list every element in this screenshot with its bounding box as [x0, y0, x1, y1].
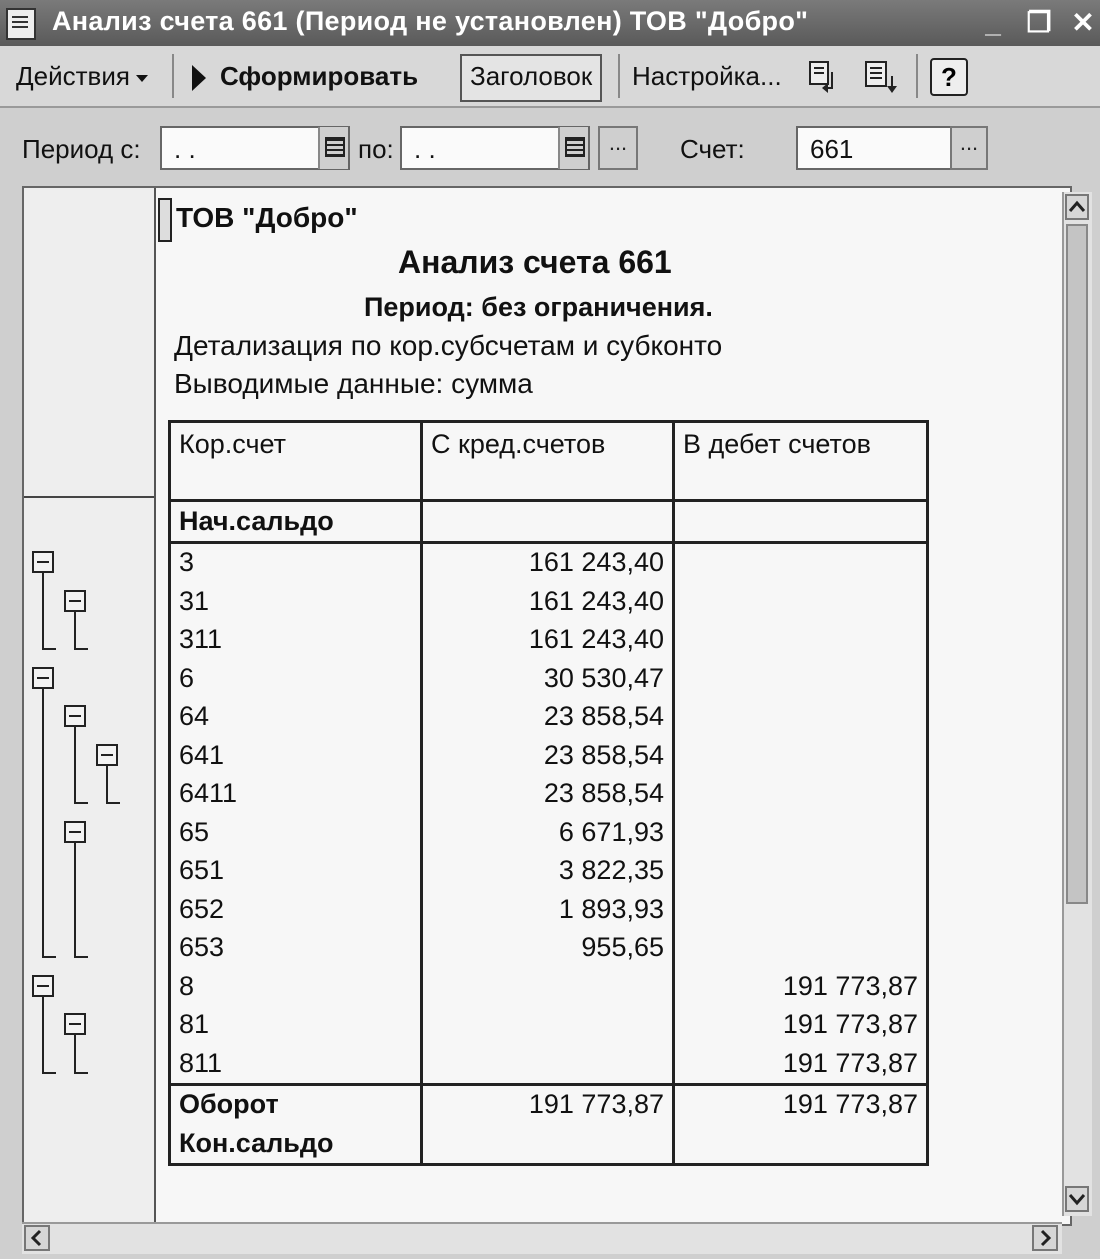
collapse-group-icon[interactable]	[64, 590, 86, 612]
table-row	[170, 890, 928, 929]
row-credit-cell	[422, 1044, 674, 1084]
toolbar-separator	[172, 54, 174, 98]
toolbar-separator	[916, 54, 918, 98]
table-row	[170, 775, 928, 814]
closing-balance-row	[170, 1124, 928, 1164]
generate-button[interactable]	[192, 54, 418, 98]
report-detail: Детализация по кор.субсчетам и субконто	[174, 330, 723, 361]
table-row	[170, 621, 928, 660]
calendar-icon[interactable]	[558, 127, 588, 169]
toolbar-separator	[618, 54, 620, 98]
row-debit-cell: 191 773,87	[674, 1006, 928, 1045]
row-account-cell: 6411	[170, 775, 422, 814]
scroll-down-button[interactable]	[1065, 1186, 1089, 1212]
opening-balance-label: Нач.сальдо	[170, 501, 422, 543]
row-account-cell: 6	[170, 659, 422, 698]
table-cell	[674, 1124, 928, 1164]
column-header: В дебет счетов	[674, 422, 928, 501]
tree-line	[74, 1035, 76, 1072]
row-account-cell: 31	[170, 582, 422, 621]
table-row	[170, 1006, 928, 1045]
vertical-scrollbar[interactable]	[1062, 192, 1092, 1216]
company-name: ТОВ "Добро"	[176, 202, 358, 233]
closing-balance-label: Кон.сальдо	[170, 1124, 422, 1164]
calendar-icon[interactable]	[318, 127, 348, 169]
row-account-cell: 653	[170, 929, 422, 968]
row-account-cell: 3	[170, 542, 422, 582]
row-credit-cell: 23 858,54	[422, 775, 674, 814]
row-credit-cell: 30 530,47	[422, 659, 674, 698]
collapse-group-icon[interactable]	[32, 975, 54, 997]
tree-line	[42, 997, 44, 1072]
account-label: Счет:	[680, 134, 745, 164]
tree-line	[74, 727, 76, 802]
gutter-divider	[24, 496, 154, 498]
scroll-left-button[interactable]	[24, 1225, 50, 1251]
report-table	[168, 420, 929, 1166]
row-credit-cell: 23 858,54	[422, 736, 674, 775]
turnover-debit: 191 773,87	[674, 1084, 928, 1124]
period-to-label: по:	[358, 134, 394, 164]
row-credit-cell: 161 243,40	[422, 621, 674, 660]
column-header: С кред.счетов	[422, 422, 674, 501]
table-row	[170, 852, 928, 891]
row-credit-cell: 1 893,93	[422, 890, 674, 929]
tree-line	[74, 802, 88, 804]
tree-line	[74, 1072, 88, 1074]
collapse-group-icon[interactable]	[96, 744, 118, 766]
account-select-button[interactable]: ...	[950, 126, 988, 170]
column-header: Кор.счет	[170, 422, 422, 501]
row-debit-cell: 191 773,87	[674, 1044, 928, 1084]
row-account-cell: 652	[170, 890, 422, 929]
help-button[interactable]: ?	[930, 58, 968, 96]
period-to-input[interactable]: . .	[400, 126, 590, 170]
table-cell	[422, 501, 674, 543]
row-marker	[158, 198, 172, 242]
table-row	[170, 929, 928, 968]
opening-balance-row	[170, 501, 928, 543]
table-cell	[422, 1124, 674, 1164]
play-icon	[192, 65, 206, 91]
scroll-right-button[interactable]	[1032, 1225, 1058, 1251]
close-button[interactable]: ✕	[1071, 7, 1095, 38]
row-account-cell: 811	[170, 1044, 422, 1084]
horizontal-scrollbar[interactable]	[22, 1222, 1062, 1254]
report-period: Период: без ограничения.	[364, 292, 713, 322]
row-debit-cell	[674, 659, 928, 698]
chevron-down-icon	[136, 75, 148, 82]
row-debit-cell	[674, 852, 928, 891]
row-credit-cell: 955,65	[422, 929, 674, 968]
row-credit-cell	[422, 967, 674, 1006]
row-debit-cell	[674, 775, 928, 814]
actions-menu[interactable]	[16, 54, 148, 98]
expand-report-icon[interactable]	[862, 58, 902, 96]
tree-line	[42, 573, 44, 648]
export-icon[interactable]	[806, 58, 846, 96]
row-account-cell: 641	[170, 736, 422, 775]
report-title: Анализ счета 661	[398, 244, 672, 280]
minimize-button[interactable]: _	[985, 7, 1001, 38]
actions-label: Действия	[16, 61, 130, 91]
collapse-group-icon[interactable]	[32, 551, 54, 573]
tree-line	[42, 689, 44, 957]
toolbar	[0, 46, 1100, 108]
generate-label: Сформировать	[220, 61, 419, 91]
table-row	[170, 736, 928, 775]
tree-line	[42, 648, 56, 650]
period-from-input[interactable]: . .	[160, 126, 350, 170]
row-account-cell: 311	[170, 621, 422, 660]
title-bar	[0, 0, 1100, 46]
row-account-cell: 8	[170, 967, 422, 1006]
row-account-cell: 65	[170, 813, 422, 852]
row-account-cell: 81	[170, 1006, 422, 1045]
tree-line	[106, 802, 120, 804]
turnover-label: Оборот	[170, 1084, 422, 1124]
settings-button[interactable]: Настройка...	[632, 61, 782, 91]
report-sheet	[22, 186, 1072, 1226]
report-document-icon	[6, 8, 36, 40]
table-row	[170, 542, 928, 582]
table-row	[170, 582, 928, 621]
row-debit-cell	[674, 698, 928, 737]
table-row	[170, 1044, 928, 1084]
table-header-row	[170, 422, 928, 501]
row-debit-cell	[674, 813, 928, 852]
row-credit-cell	[422, 1006, 674, 1045]
period-from-label: Период с:	[22, 134, 141, 164]
account-input[interactable]: 661	[796, 126, 988, 170]
row-debit-cell	[674, 736, 928, 775]
scroll-thumb[interactable]	[1066, 224, 1088, 904]
row-credit-cell: 23 858,54	[422, 698, 674, 737]
row-debit-cell: 191 773,87	[674, 967, 928, 1006]
turnover-credit: 191 773,87	[422, 1084, 674, 1124]
row-debit-cell	[674, 890, 928, 929]
tree-line	[42, 1072, 56, 1074]
row-debit-cell	[674, 621, 928, 660]
collapse-group-icon[interactable]	[32, 667, 54, 689]
row-debit-cell	[674, 929, 928, 968]
table-row	[170, 659, 928, 698]
row-credit-cell: 161 243,40	[422, 582, 674, 621]
table-row	[170, 967, 928, 1006]
collapse-group-icon[interactable]	[64, 705, 86, 727]
tree-line	[74, 612, 76, 649]
report-output: Выводимые данные: сумма	[174, 368, 533, 399]
tree-line	[42, 956, 56, 958]
turnover-row	[170, 1084, 928, 1124]
row-account-cell: 651	[170, 852, 422, 891]
period-select-button[interactable]: ...	[598, 126, 638, 170]
tree-line	[74, 956, 88, 958]
scroll-up-button[interactable]	[1065, 194, 1089, 220]
table-row	[170, 813, 928, 852]
header-toggle-button[interactable]: Заголовок	[460, 54, 602, 102]
row-credit-cell: 6 671,93	[422, 813, 674, 852]
collapse-group-icon[interactable]	[64, 1013, 86, 1035]
window-title: Анализ счета 661 (Период не установлен) ТОВ "Добро"	[52, 6, 809, 36]
row-debit-cell	[674, 542, 928, 582]
restore-button[interactable]: ❐	[1026, 7, 1052, 38]
row-debit-cell	[674, 582, 928, 621]
tree-line	[74, 843, 76, 957]
row-account-cell: 64	[170, 698, 422, 737]
row-credit-cell: 161 243,40	[422, 542, 674, 582]
collapse-group-icon[interactable]	[64, 821, 86, 843]
table-row	[170, 698, 928, 737]
row-credit-cell: 3 822,35	[422, 852, 674, 891]
tree-line	[106, 766, 108, 803]
table-cell	[674, 501, 928, 543]
tree-line	[74, 648, 88, 650]
